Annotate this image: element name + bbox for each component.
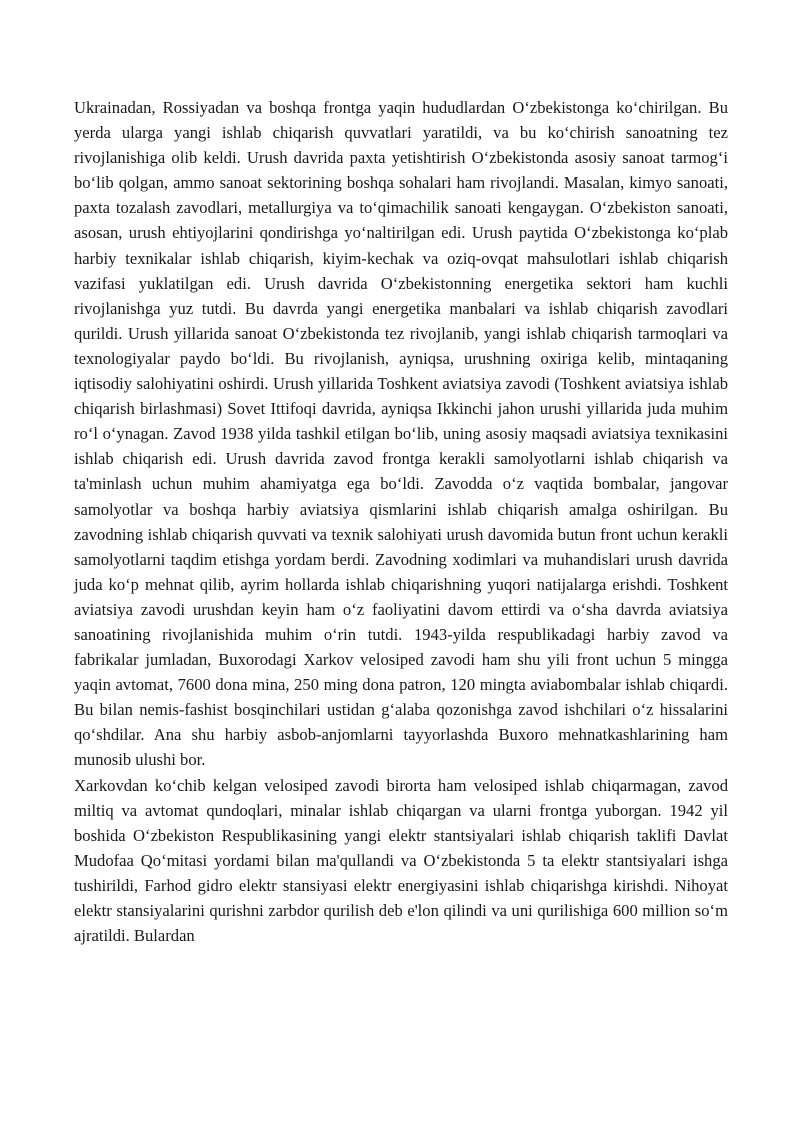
document-body [74, 95, 728, 948]
paragraph: Ukrainadan, Rossiyadan va boshqa frontga yaqin hududlardan O‘zbekistonga ko‘chirilgan. Bu yerda ularga yangi ishlab chiqarish quvvatlari yaratildi, va bu ko‘chirish sanoatning tez rivojlanishiga olib keldi. Urush davrida paxta yetishtirish O‘zbekistonda asosiy sanoat tarmog‘i bo‘lib qolgan, ammo sanoat sektorining boshqa sohalari ham rivojlandi. Masalan, kimyo sanoati, paxta tozalash zavodlari, metallurgiya va to‘qimachilik sanoati kengaygan. O‘zbekiston sanoati, asosan, urush ehtiyojlarini qondirishga yo‘naltirilgan edi. Urush paytida O‘zbekistonga ko‘plab harbiy texnikalar ishlab chiqarish, kiyim-kechak va oziq-ovqat mahsulotlari ishlab chiqarish vazifasi yuklatilgan edi. Urush davrida O‘zbekistonning energetika sektori ham kuchli rivojlanishga yuz tutdi. Bu davrda yangi energetika manbalari va ishlab chiqarish zavodlari qurildi. Urush yillarida sanoat O‘zbekistonda tez rivojlanib, yangi ishlab chiqarish tarmoqlari va texnologiyalar paydo bo‘ldi. Bu rivojlanish, ayniqsa, urushning oxiriga kelib, mintaqaning iqtisodiy salohiyatini oshirdi. Urush yillarida Toshkent aviatsiya zavodi (Toshkent aviatsiya ishlab chiqarish birlashmasi) Sovet Ittifoqi davrida, ayniqsa Ikkinchi jahon urushi yillarida juda muhim ro‘l o‘ynagan. Zavod 1938 yilda tashkil etilgan bo‘lib, uning asosiy maqsadi aviatsiya texnikasini ishlab chiqarish edi. Urush davrida zavod frontga kerakli samolyotlarni ishlab chiqarish va ta'minlash uchun muhim ahamiyatga ega bo‘ldi. Zavodda o‘z vaqtida bombalar, jangovar samolyotlar va boshqa harbiy aviatsiya qismlarini ishlab chiqarish amalga oshirilgan. Bu zavodning ishlab chiqarish quvvati va texnik salohiyati urush davomida butun front uchun kerakli samolyotlarni taqdim etishga yordam berdi. Zavodning xodimlari va muhandislari urush davrida juda ko‘p mehnat qilib, ayrim hollarda ishlab chiqarishning yuqori natijalarga erishdi. Toshkent aviatsiya zavodi urushdan keyin ham o‘z faoliyatini davom ettirdi va o‘sha davrda aviatsiya sanoatining rivojlanishida muhim o‘rin tutdi. 1943-yilda respublikadagi harbiy zavod va fabrikalar jumladan, Buxorodagi Xarkov velosiped zavodi ham shu yili front uchun 5 mingga yaqin avtomat, 7600 dona mina, 250 ming dona patron, 120 mingta aviabombalar ishlab chiqardi. Bu bilan nemis-fashist bosqinchilari ustidan g‘alaba qozonishga zavod ishchilari o‘z hissalarini qo‘shdilar. Ana shu harbiy asbob-anjomlarni tayyorlashda Buxoro mehnatkashlarining ham munosib ulushi bor. [74, 98, 728, 770]
paragraph: Xarkovdan ko‘chib kelgan velosiped zavodi birorta ham velosiped ishlab chiqarmagan, zavod miltiq va avtomat qundoqlari, minalar ishlab chiqargan va ularni frontga yuborgan. 1942 yil boshida O‘zbekiston Respublikasining yangi elektr stantsiyalari ishlab chiqarish taklifi Davlat Mudofaa Qo‘mitasi yordami bilan ma'qullandi va O‘zbekistonda 5 ta elektr stantsiyalari ishga tushirildi, Farhod gidro elektr stansiyasi elektr energiyasini ishlab chiqarishga kirishdi. Nihoyat elektr stansiyalarini qurishni zarbdor qurilish deb e'lon qilindi va uni qurilishiga 600 million so‘m ajratildi. Bulardan [74, 775, 728, 946]
